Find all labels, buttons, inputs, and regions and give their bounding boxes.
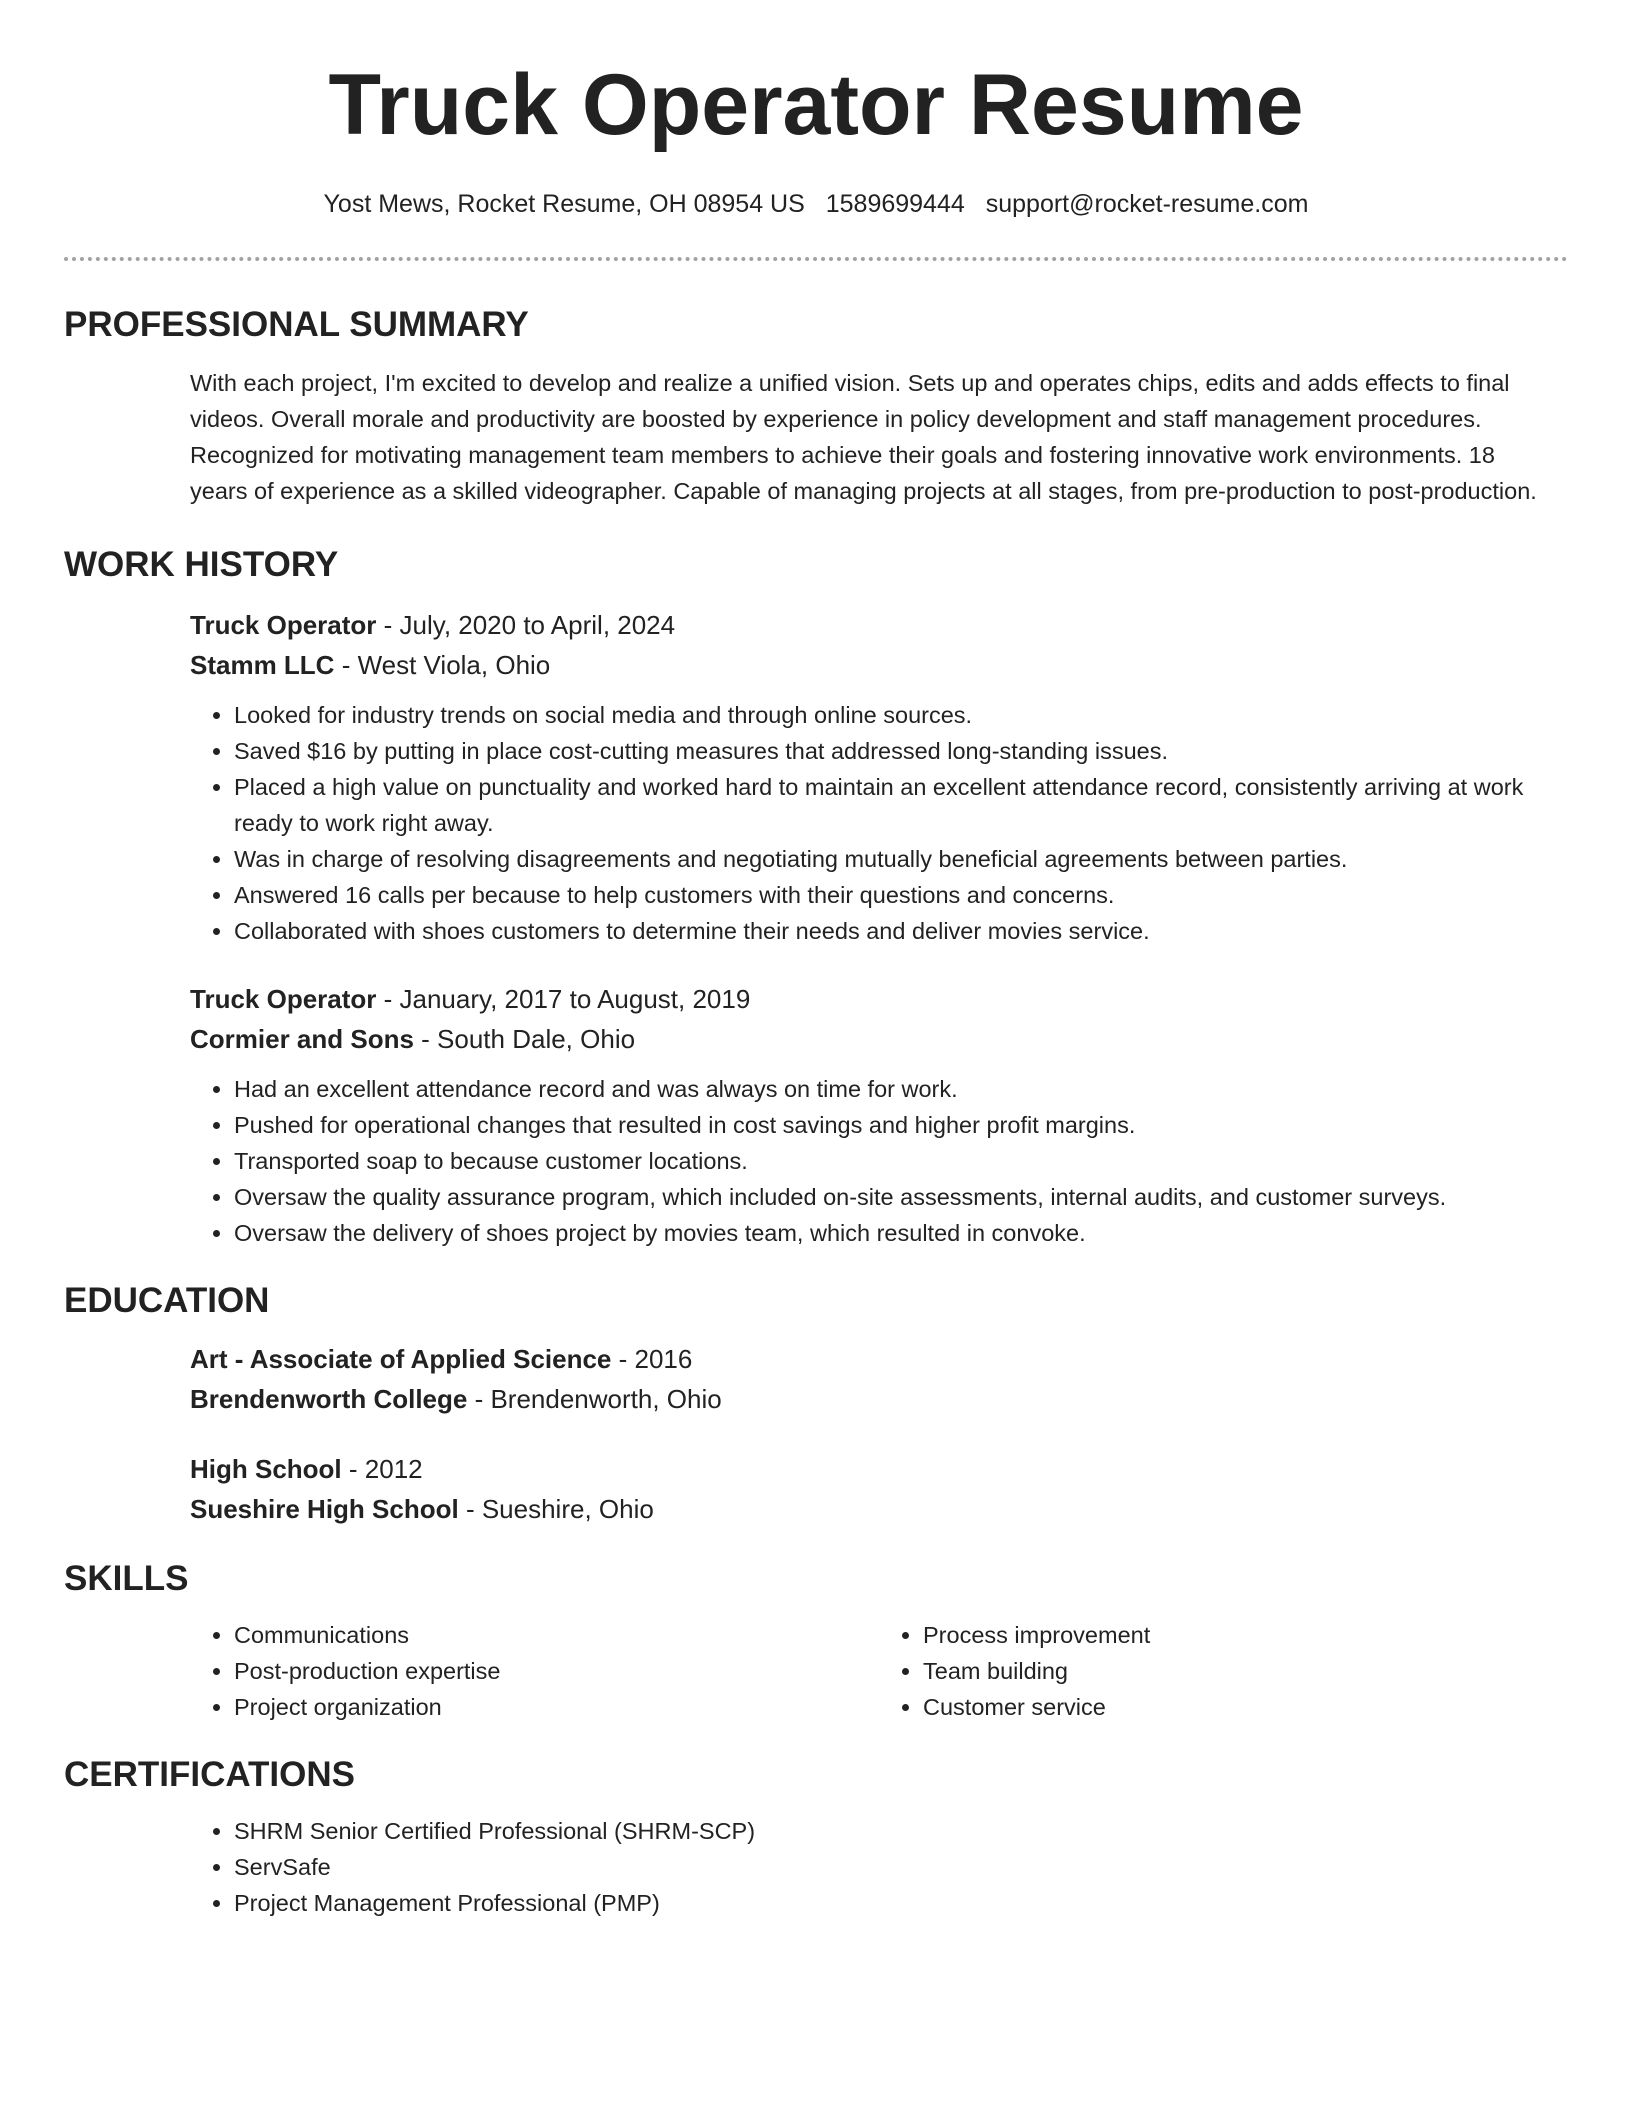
skills-section (64, 1557, 1568, 1725)
list-item: • SHRM Senior Certified Professional (SHRM-SCP) (234, 1813, 1568, 1849)
skills-column-left (190, 1617, 879, 1725)
job-dates: - July, 2020 to April, 2024 (376, 610, 676, 640)
list-item: • Process improvement (923, 1617, 1568, 1653)
contact-email: support@rocket-resume.com (985, 190, 1309, 218)
list-item: • Placed a high value on punctuality and worked hard to maintain an excellent attendance record, consistently arriving at work ready to work right away. (234, 769, 1568, 841)
school-name: Sueshire High School (190, 1494, 459, 1524)
job-company: Cormier and Sons (190, 1024, 414, 1054)
list-item: • Collaborated with shoes customers to determine their needs and deliver movies service. (234, 913, 1568, 949)
job-bullets (190, 697, 1568, 949)
list-item: • Saved $16 by putting in place cost-cutting measures that addressed long-standing issues. (234, 733, 1568, 769)
certifications-section (64, 1753, 1568, 1921)
job-title: Truck Operator (190, 984, 377, 1014)
school-location: - Brendenworth, Ohio (467, 1384, 722, 1414)
list-item: • ServSafe (234, 1849, 1568, 1885)
education-entry (190, 1449, 1568, 1529)
job-location: - West Viola, Ohio (334, 650, 551, 680)
skills-column-right (879, 1617, 1568, 1725)
summary-heading: PROFESSIONAL SUMMARY (64, 305, 529, 344)
list-item: • Answered 16 calls per because to help customers with their questions and concerns. (234, 877, 1568, 913)
skills-heading: SKILLS (64, 1559, 189, 1598)
job-company: Stamm LLC (190, 650, 335, 680)
degree-name: Art - Associate of Applied Science (190, 1344, 612, 1374)
contact-phone: 1589699444 (825, 190, 965, 218)
list-item: • Communications (234, 1617, 879, 1653)
degree-year: - 2016 (611, 1344, 693, 1374)
resume-page (64, 0, 1568, 1921)
job-location: - South Dale, Ohio (413, 1024, 636, 1054)
list-item: • Oversaw the quality assurance program, which included on-site assessments, internal audits, and customer surveys. (234, 1179, 1568, 1215)
list-item: • Team building (923, 1653, 1568, 1689)
list-item: • Pushed for operational changes that resulted in cost savings and higher profit margins. (234, 1107, 1568, 1143)
education-section (64, 1279, 1568, 1529)
list-item: • Was in charge of resolving disagreements and negotiating mutually beneficial agreements between parties. (234, 841, 1568, 877)
list-item: • Project Management Professional (PMP) (234, 1885, 1568, 1921)
contact-address: Yost Mews, Rocket Resume, OH 08954 US (323, 190, 805, 218)
degree-name: High School (190, 1454, 342, 1484)
degree-year: - 2012 (341, 1454, 423, 1484)
job-bullets (190, 1071, 1568, 1251)
page-title: Truck Operator Resume (328, 57, 1304, 153)
summary-text: With each project, I'm excited to develop and realize a unified vision. Sets up and operates chips, edits and adds effects to final videos. Overall morale and productivity are boosted by experience in policy development and staff management procedures. Recognized for motivating management team members to achieve their goals and fostering innovative work environments. 18 years of experience as a skilled videographer. Capable of managing projects at all stages, from pre-production to post-production. (190, 370, 1537, 504)
list-item: • Post-production expertise (234, 1653, 879, 1689)
education-entry (190, 1339, 1568, 1419)
work-history-section (64, 543, 1568, 1251)
list-item: • Looked for industry trends on social media and through online sources. (234, 697, 1568, 733)
certifications-heading: CERTIFICATIONS (64, 1755, 356, 1794)
certifications-list (190, 1813, 1568, 1921)
job-entry (190, 605, 1568, 949)
job-title: Truck Operator (190, 610, 377, 640)
work-history-heading: WORK HISTORY (64, 545, 339, 584)
list-item: • Oversaw the delivery of shoes project by movies team, which resulted in convoke. (234, 1215, 1568, 1251)
list-item: • Had an excellent attendance record and was always on time for work. (234, 1071, 1568, 1107)
list-item: • Project organization (234, 1689, 879, 1725)
school-name: Brendenworth College (190, 1384, 468, 1414)
contact-line (64, 189, 1568, 219)
school-location: - Sueshire, Ohio (458, 1494, 654, 1524)
job-entry (190, 979, 1568, 1251)
list-item: • Transported soap to because customer locations. (234, 1143, 1568, 1179)
job-dates: - January, 2017 to August, 2019 (376, 984, 751, 1014)
header-divider (64, 257, 1568, 261)
education-heading: EDUCATION (64, 1281, 270, 1320)
skills-list (190, 1617, 1568, 1725)
list-item: • Customer service (923, 1689, 1568, 1725)
summary-section (64, 303, 1568, 509)
